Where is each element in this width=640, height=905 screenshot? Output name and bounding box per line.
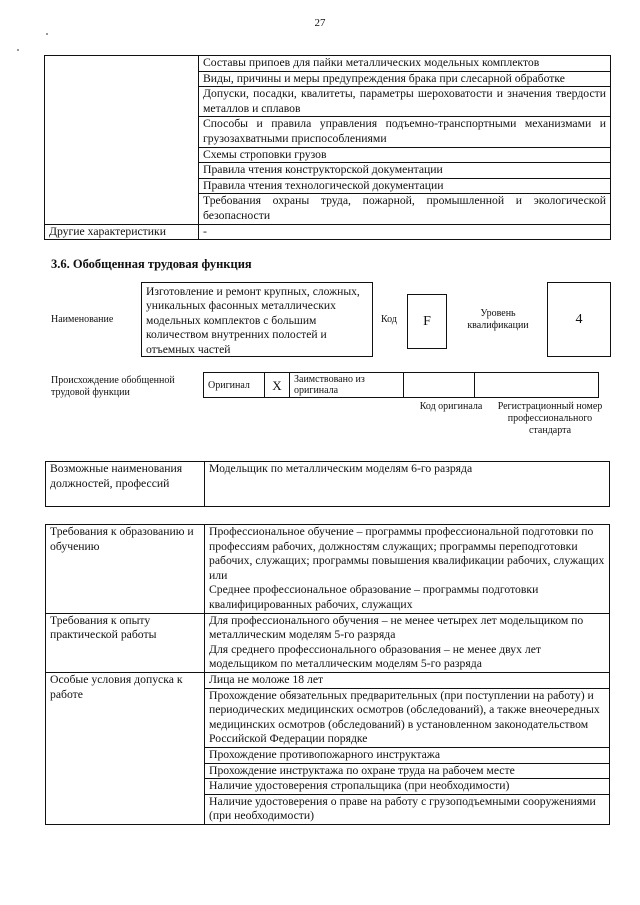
condition-item: Прохождение обязательных предварительных (при поступлении на работу) и периодических медицинских осмотров (обследований), а также внеочередных медицинских осмотров (обследований) в установленном законодательством Российской Федерации порядке	[205, 688, 610, 747]
original-mark: X	[265, 373, 290, 398]
knowledge-item: Составы припоев для пайки металлических модельных комплектов	[199, 56, 611, 72]
function-name-box: Изготовление и ремонт крупных, сложных, уникальных фасонных металлических модельных комплектов с большим количеством внутренних полостей и отъемных частей	[141, 282, 373, 357]
knowledge-item: Виды, причины и меры предупреждения брака при слесарной обработке	[199, 71, 611, 87]
table-row	[46, 672, 610, 688]
other-characteristics-label: Другие характеристики	[45, 224, 199, 240]
experience-value: Для профессионального обучения – не менее четырех лет модельщиком по металлическим моделям 5-го разряда Для среднего профессионального образования – не менее двух лет модельщиком по металлическим моделям 5-го разряда	[205, 613, 610, 672]
condition-item: Прохождение противопожарного инструктажа	[205, 747, 610, 763]
knowledge-item: Правила чтения конструкторской документации	[199, 163, 611, 179]
conditions-label: Особые условия допуска к работе	[46, 672, 205, 824]
code-original-caption: Код оригинала	[419, 401, 483, 412]
table-row	[46, 462, 610, 507]
code-value-box: F	[407, 294, 447, 349]
level-value-box: 4	[547, 282, 611, 357]
other-characteristics-value: -	[199, 224, 611, 240]
knowledge-item: Допуски, посадки, квалитеты, параметры шероховатости и значения твердости металлов и сплавов	[199, 87, 611, 117]
knowledge-item: Схемы строповки грузов	[199, 147, 611, 163]
section-heading: 3.6. Обобщенная трудовая функция	[51, 257, 252, 271]
scan-speck	[46, 33, 48, 35]
registration-number-caption: Регистрационный номер профессионального стандарта	[497, 401, 603, 436]
condition-item: Прохождение инструктажа по охране труда на рабочем месте	[205, 763, 610, 779]
level-label: Уровень квалификации	[467, 308, 529, 331]
registration-number-cell	[475, 373, 599, 398]
table-row	[46, 525, 610, 614]
education-value: Профессиональное обучение – программы профессиональной подготовки по профессиям рабочих, должностям служащих; программы переподготовки рабочих, служащих; программы повышения квалификации рабочих, служащих или Среднее профессиональное образование – программы подготовки квалифицированных рабочих, служащих	[205, 525, 610, 614]
table-row	[46, 613, 610, 672]
knowledge-item: Правила чтения технологической документации	[199, 178, 611, 194]
positions-table	[45, 461, 610, 507]
positions-label: Возможные наименования должностей, профессий	[46, 462, 205, 507]
table-row	[45, 224, 611, 240]
knowledge-item: Способы и правила управления подъемно-транспортными механизмами и грузозахватными приспособлениями	[199, 117, 611, 147]
knowledge-label-cell	[45, 56, 199, 225]
scan-speck	[17, 49, 19, 51]
origin-table	[203, 372, 599, 398]
condition-item: Лица не моложе 18 лет	[205, 672, 610, 688]
requirements-table	[45, 524, 610, 825]
knowledge-table	[44, 55, 611, 240]
table-row	[204, 373, 599, 398]
original-code-cell	[404, 373, 475, 398]
name-label: Наименование	[51, 314, 114, 325]
original-label: Оригинал	[204, 373, 265, 398]
education-label: Требования к образованию и обучению	[46, 525, 205, 614]
knowledge-item: Требования охраны труда, пожарной, промышленной и экологической безопасности	[199, 194, 611, 224]
condition-item: Наличие удостоверения стропальщика (при необходимости)	[205, 779, 610, 795]
table-row	[45, 56, 611, 72]
positions-value: Модельщик по металлическим моделям 6-го разряда	[205, 462, 610, 507]
experience-label: Требования к опыту практической работы	[46, 613, 205, 672]
condition-item: Наличие удостоверения о праве на работу с грузоподъемными сооружениями (при необходимости)	[205, 794, 610, 824]
origin-label: Происхождение обобщенной трудовой функции	[51, 375, 175, 398]
page-number: 27	[314, 17, 326, 29]
borrowed-label: Заимствовано из оригинала	[290, 373, 404, 398]
code-label: Код	[381, 314, 397, 325]
